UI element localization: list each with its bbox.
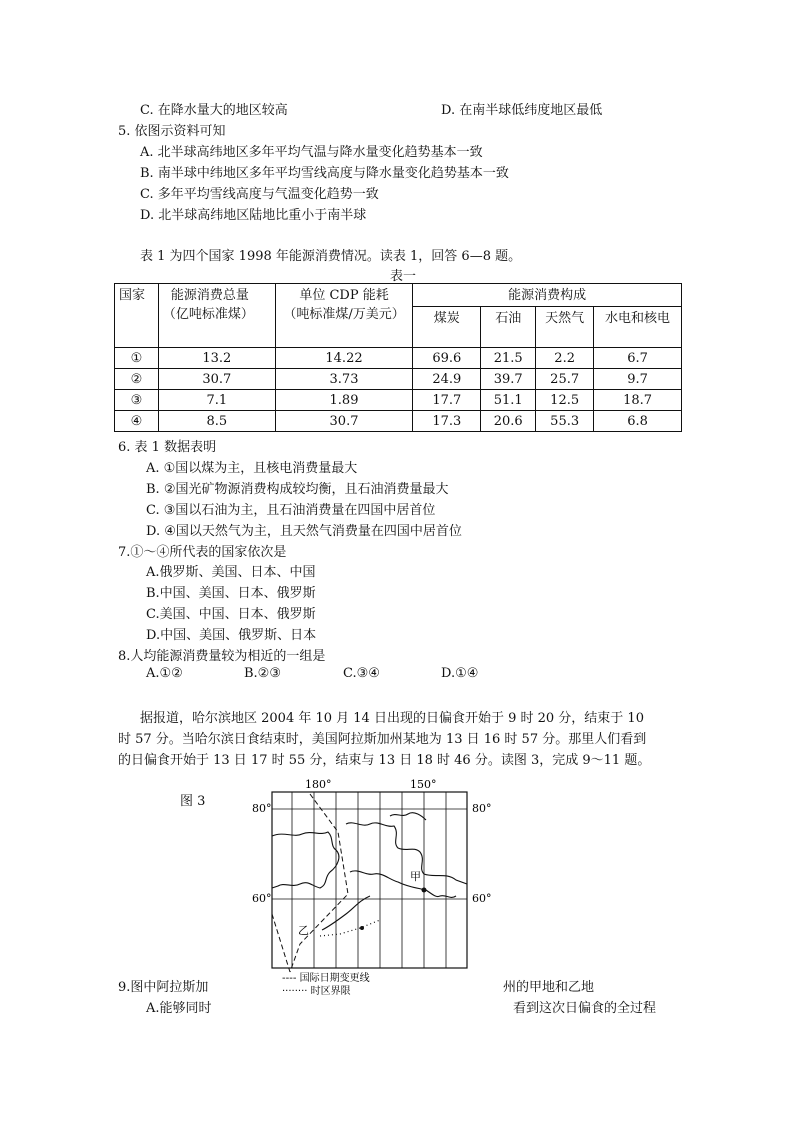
- cell-country: ①: [115, 348, 159, 369]
- header-country: 国家: [115, 284, 159, 348]
- q9-stem-right: 州的甲地和乙地: [503, 980, 595, 995]
- cell-gas: 55.3: [536, 411, 594, 432]
- q8-option-b: B.②③: [244, 666, 281, 681]
- lat-label-60-right: 60°: [472, 892, 492, 905]
- lon-label-180: 180°: [305, 778, 332, 791]
- cell-oil: 21.5: [481, 348, 536, 369]
- cell-gdp: 14.22: [275, 348, 413, 369]
- table-row: [115, 348, 682, 369]
- q6-option-b: B. ②国光矿物源消费构成较均衡，且石油消费量最大: [146, 482, 449, 497]
- cell-total: 8.5: [158, 411, 275, 432]
- cell-hydro: 6.8: [594, 411, 682, 432]
- q4-option-c: C. 在降水量大的地区较高: [140, 103, 288, 118]
- cell-total: 13.2: [158, 348, 275, 369]
- lat-label-80-right: 80°: [472, 802, 492, 815]
- cell-gas: 12.5: [536, 390, 594, 411]
- cell-gdp: 30.7: [275, 411, 413, 432]
- cell-oil: 20.6: [481, 411, 536, 432]
- q6-option-a: A. ①国以煤为主，且核电消费量最大: [146, 461, 358, 476]
- q7-option-a: A.俄罗斯、美国、日本、中国: [146, 565, 316, 580]
- q7-option-b: B.中国、美国、日本、俄罗斯: [146, 586, 316, 601]
- header-oil: 石油: [481, 307, 536, 348]
- place-jia-marker: [422, 888, 427, 893]
- map-frame: [272, 792, 467, 968]
- place-yi-label: 乙: [298, 924, 309, 937]
- cell-coal: 17.3: [413, 411, 481, 432]
- place-jia-label: 甲: [410, 870, 421, 883]
- cell-coal: 17.7: [413, 390, 481, 411]
- parallels: [272, 809, 467, 899]
- q6-option-c: C. ③国以石油为主，且石油消费量在四国中居首位: [146, 503, 436, 518]
- energy-table: [114, 283, 682, 432]
- meridians: [292, 792, 446, 968]
- table-row: [115, 369, 682, 390]
- q6-option-d: D. ④国以天然气为主，且天然气消费量在四国中居首位: [146, 524, 462, 539]
- q9-option-a-left: A.能够同时: [146, 1001, 212, 1016]
- cell-hydro: 18.7: [594, 390, 682, 411]
- cell-gdp: 1.89: [275, 390, 413, 411]
- legend-timezone: ········ 时区界限: [282, 986, 351, 997]
- place-yi-marker: [360, 926, 364, 930]
- dateline-branch: [272, 914, 290, 972]
- table-caption: 表一: [390, 269, 417, 284]
- header-gdp-energy: 单位 CDP 能耗 （吨标准煤/万美元）: [275, 284, 413, 348]
- cell-oil: 39.7: [481, 369, 536, 390]
- dateline: [290, 794, 348, 972]
- header-total: 能源消费总量 （亿吨标准煤）: [158, 284, 275, 348]
- q6-stem: 6. 表 1 数据表明: [118, 440, 217, 455]
- q8-option-d: D.①④: [441, 666, 479, 681]
- passage-line-1: 据报道，哈尔滨地区 2004 年 10 月 14 日出现的日偏食开始于 9 时 20 分，结束于 10: [140, 711, 644, 726]
- passage-line-3: 的日偏食开始于 13 日 17 时 55 分，结束与 13 日 18 时 46 分。读图 3，完成 9～11 题。: [118, 753, 651, 768]
- header-structure: 能源消费构成: [413, 284, 682, 307]
- cell-total: 30.7: [158, 369, 275, 390]
- cell-country: ③: [115, 390, 159, 411]
- legend-dateline: ---- 国际日期变更线: [282, 973, 370, 984]
- lat-label-60-left: 60°: [252, 892, 272, 905]
- q5-option-a: A. 北半球高纬地区多年平均气温与降水量变化趋势基本一致: [140, 145, 483, 160]
- q7-option-c: C.美国、中国、日本、俄罗斯: [146, 607, 316, 622]
- timezone-boundary: [320, 920, 380, 936]
- cell-coal: 24.9: [413, 369, 481, 390]
- q5-option-d: D. 北半球高纬地区陆地比重小于南半球: [140, 208, 367, 223]
- cell-hydro: 6.7: [594, 348, 682, 369]
- q8-option-a: A.①②: [146, 666, 183, 681]
- q7-option-d: D.中国、美国、俄罗斯、日本: [146, 628, 317, 643]
- q5-stem: 5. 依图示资料可知: [118, 124, 226, 139]
- cell-total: 7.1: [158, 390, 275, 411]
- q4-option-d: D. 在南半球低纬度地区最低: [441, 103, 603, 118]
- cell-gas: 25.7: [536, 369, 594, 390]
- q7-stem: 7.①～④所代表的国家依次是: [118, 545, 287, 560]
- cell-country: ④: [115, 411, 159, 432]
- q5-option-b: B. 南半球中纬地区多年平均雪线高度与降水量变化趋势基本一致: [140, 166, 509, 181]
- table-intro: 表 1 为四个国家 1998 年能源消费情况。读表 1，回答 6—8 题。: [140, 249, 522, 264]
- cell-gas: 2.2: [536, 348, 594, 369]
- passage-line-2: 时 57 分。当哈尔滨日食结束时，美国阿拉斯加州某地为 13 日 16 时 57 分。那里人们看到: [118, 732, 647, 747]
- q8-option-c: C.③④: [343, 666, 380, 681]
- q8-stem: 8.人均能源消费量较为相近的一组是: [118, 649, 326, 664]
- figure-label: 图 3: [180, 794, 206, 809]
- header-coal: 煤炭: [413, 307, 481, 348]
- alaska-map: [250, 776, 510, 1002]
- coastlines: [272, 813, 467, 930]
- lat-label-80-left: 80°: [252, 802, 272, 815]
- cell-oil: 51.1: [481, 390, 536, 411]
- header-hydro-nuclear: 水电和核电: [594, 307, 682, 348]
- table-row: [115, 390, 682, 411]
- cell-country: ②: [115, 369, 159, 390]
- cell-coal: 69.6: [413, 348, 481, 369]
- cell-gdp: 3.73: [275, 369, 413, 390]
- cell-hydro: 9.7: [594, 369, 682, 390]
- q9-option-a-right: 看到这次日偏食的全过程: [513, 1001, 657, 1016]
- q5-option-c: C. 多年平均雪线高度与气温变化趋势一致: [140, 187, 379, 202]
- table-row: [115, 411, 682, 432]
- lon-label-150: 150°: [410, 778, 437, 791]
- header-gas: 天然气: [536, 307, 594, 348]
- q9-stem-left: 9.图中阿拉斯加: [118, 980, 209, 995]
